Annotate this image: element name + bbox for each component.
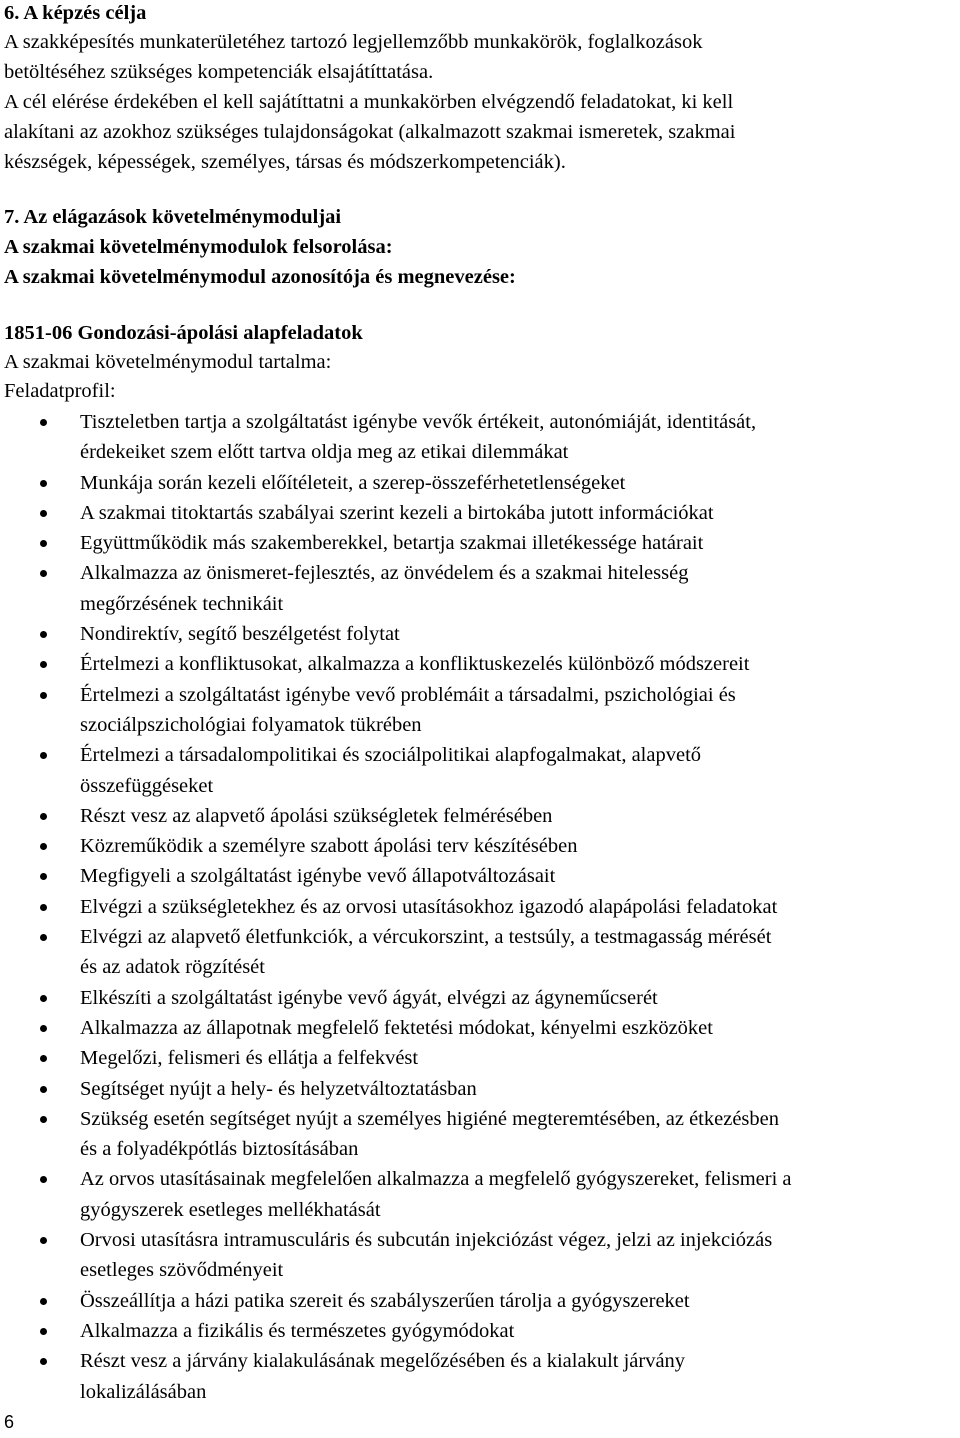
- task-item: [0, 498, 960, 528]
- bullet-icon: [40, 1176, 47, 1183]
- task-item: [0, 680, 960, 741]
- bullet-icon: [40, 1328, 47, 1335]
- task-item: [0, 1316, 960, 1346]
- section-6-para2-line1: A cél elérése érdekében el kell sajátíttatni a munkakörben elvégzendő feladatokat, ki kell: [4, 91, 734, 113]
- bullet-icon: [40, 1298, 47, 1305]
- task-item-text-line: Nondirektív, segítő beszélgetést folytat: [80, 623, 400, 646]
- bullet-icon: [40, 480, 47, 487]
- task-item-text-line: Értelmezi a szolgáltatást igénybe vevő problémáit a társadalmi, pszichológiai és: [80, 683, 736, 706]
- task-item-text-line: Alkalmazza az állapotnak megfelelő fektetési módokat, kényelmi eszközöket: [80, 1016, 713, 1039]
- task-item-text-line: Közreműködik a személyre szabott ápolási terv készítésében: [80, 835, 578, 858]
- module-title: 1851-06 Gondozási-ápolási alapfeladatok: [4, 322, 363, 344]
- bullet-icon: [40, 752, 47, 759]
- task-item-text-line: Az orvos utasításainak megfelelően alkalmazza a megfelelő gyógyszereket, felismeri a: [80, 1168, 792, 1191]
- task-item: [0, 801, 960, 831]
- bullet-icon: [40, 873, 47, 880]
- task-item-text-line: Elvégzi az alapvető életfunkciók, a vércukorszint, a testsúly, a testmagasság mérését: [80, 926, 772, 949]
- bullet-icon: [40, 904, 47, 911]
- task-item: [0, 983, 960, 1013]
- task-item-text-line: Részt vesz a járvány kialakulásának megelőzésében és a kialakult járvány: [80, 1350, 686, 1373]
- task-item: [0, 649, 960, 679]
- task-item-text-line: Elvégzi a szükségletekhez és az orvosi utasításokhoz igazodó alapápolási feladatokat: [80, 895, 778, 918]
- task-item: [0, 468, 960, 498]
- task-item-text-line: Szükség esetén segítséget nyújt a személyes higiéné megteremtésében, az étkezésben: [80, 1107, 780, 1130]
- task-item-text-line: gyógyszerek esetleges mellékhatását: [80, 1198, 381, 1221]
- task-profile-list: [0, 407, 960, 1407]
- task-item-text-line: Összeállítja a házi patika szereit és szabályszerűen tárolja a gyógyszereket: [80, 1289, 690, 1312]
- page-number: 6: [4, 1412, 15, 1432]
- task-item-text-line: Elkészíti a szolgáltatást igénybe vevő ágyát, elvégzi az ágyneműcserét: [80, 986, 658, 1009]
- task-item-text-line: összefüggéseket: [80, 774, 214, 797]
- section-7-heading: 7. Az elágazások követelménymoduljai: [4, 206, 342, 228]
- task-item: [0, 1013, 960, 1043]
- task-item: [0, 740, 960, 801]
- bullet-icon: [40, 631, 47, 638]
- task-item: [0, 1043, 960, 1073]
- task-item-text-line: esetleges szövődményeit: [80, 1259, 284, 1282]
- task-item-text-line: Alkalmazza a fizikális és természetes gyógymódokat: [80, 1319, 515, 1342]
- task-item-text-line: Megelőzi, felismeri és ellátja a felfekvést: [80, 1047, 419, 1070]
- task-item: [0, 619, 960, 649]
- task-item-text-line: Megfigyeli a szolgáltatást igénybe vevő állapotváltozásait: [80, 865, 556, 888]
- task-item: [0, 1346, 960, 1407]
- task-item-text-line: A szakmai titoktartás szabályai szerint kezeli a birtokába jutott információkat: [80, 501, 714, 524]
- task-item-text-line: lokalizálásában: [80, 1380, 207, 1403]
- bullet-icon: [40, 1116, 47, 1123]
- task-item: [0, 861, 960, 891]
- task-item: [0, 407, 960, 468]
- task-item: [0, 1104, 960, 1165]
- task-item-text-line: Alkalmazza az önismeret-fejlesztés, az önvédelem és a szakmai hitelesség: [80, 562, 689, 585]
- section-7-subheading-id: A szakmai követelménymodul azonosítója és megnevezése:: [4, 266, 516, 288]
- bullet-icon: [40, 995, 47, 1002]
- bullet-icon: [40, 1025, 47, 1032]
- section-6-para2-line3: készségek, képességek, személyes, társas és módszerkompetenciák).: [4, 151, 566, 173]
- task-item-text-line: Segítséget nyújt a hely- és helyzetváltoztatásban: [80, 1077, 477, 1100]
- bullet-icon: [40, 419, 47, 426]
- task-item: [0, 1286, 960, 1316]
- module-content-label: A szakmai követelménymodul tartalma:: [4, 351, 332, 373]
- task-item: [0, 558, 960, 619]
- task-item-text-line: szociálpszichológiai folyamatok tükrében: [80, 713, 422, 736]
- bullet-icon: [40, 510, 47, 517]
- task-item-text-line: Tiszteletben tartja a szolgáltatást igénybe vevők értékeit, autonómiáját, identitását,: [80, 411, 757, 433]
- bullet-icon: [40, 1237, 47, 1244]
- task-item: [0, 831, 960, 861]
- section-6-para1-line1: A szakképesítés munkaterületéhez tartozó legjellemzőbb munkakörök, foglalkozások: [4, 31, 703, 53]
- bullet-icon: [40, 570, 47, 577]
- bullet-icon: [40, 843, 47, 850]
- task-item: [0, 1164, 960, 1225]
- task-item-text-line: Munkája során kezeli előítéleteit, a szerep-összeférhetetlenségeket: [80, 471, 626, 494]
- bullet-icon: [40, 1358, 47, 1365]
- bullet-icon: [40, 813, 47, 820]
- bullet-icon: [40, 934, 47, 941]
- task-item: [0, 922, 960, 983]
- bullet-icon: [40, 1055, 47, 1062]
- task-item: [0, 1225, 960, 1286]
- task-item-text-line: és az adatok rögzítését: [80, 956, 265, 979]
- section-6-heading: 6. A képzés célja: [4, 2, 147, 24]
- task-item: [0, 1074, 960, 1104]
- section-6-para2-line2: alakítani az azokhoz szükséges tulajdonságokat (alkalmazott szakmai ismeretek, szakmai: [4, 121, 736, 143]
- bullet-icon: [40, 661, 47, 668]
- bullet-icon: [40, 692, 47, 699]
- task-item-text-line: érdekeiket szem előtt tartva oldja meg az etikai dilemmákat: [80, 441, 569, 464]
- section-6-para1-line2: betöltéséhez szükséges kompetenciák elsajátíttatása.: [4, 61, 434, 83]
- task-item-text-line: Részt vesz az alapvető ápolási szükségletek felmérésében: [80, 804, 553, 827]
- task-profile-label: Feladatprofil:: [4, 380, 116, 402]
- bullet-icon: [40, 1086, 47, 1093]
- task-item-text-line: Értelmezi a társadalompolitikai és szociálpolitikai alapfogalmakat, alapvető: [80, 744, 702, 767]
- task-item-text-line: Együttműködik más szakemberekkel, betartja szakmai illetékessége határait: [80, 532, 704, 555]
- task-item: [0, 528, 960, 558]
- task-item: [0, 892, 960, 922]
- bullet-icon: [40, 540, 47, 547]
- task-item-text-line: Orvosi utasításra intramusculáris és subcután injekciózást végez, jelzi az injekciózás: [80, 1229, 773, 1252]
- task-item-text-line: és a folyadékpótlás biztosításában: [80, 1138, 359, 1161]
- task-item-text-line: Értelmezi a konfliktusokat, alkalmazza a konfliktuskezelés különböző módszereit: [80, 653, 750, 676]
- task-item-text-line: megőrzésének technikáit: [80, 592, 284, 615]
- section-7-subheading-list: A szakmai követelménymodulok felsorolása:: [4, 236, 393, 258]
